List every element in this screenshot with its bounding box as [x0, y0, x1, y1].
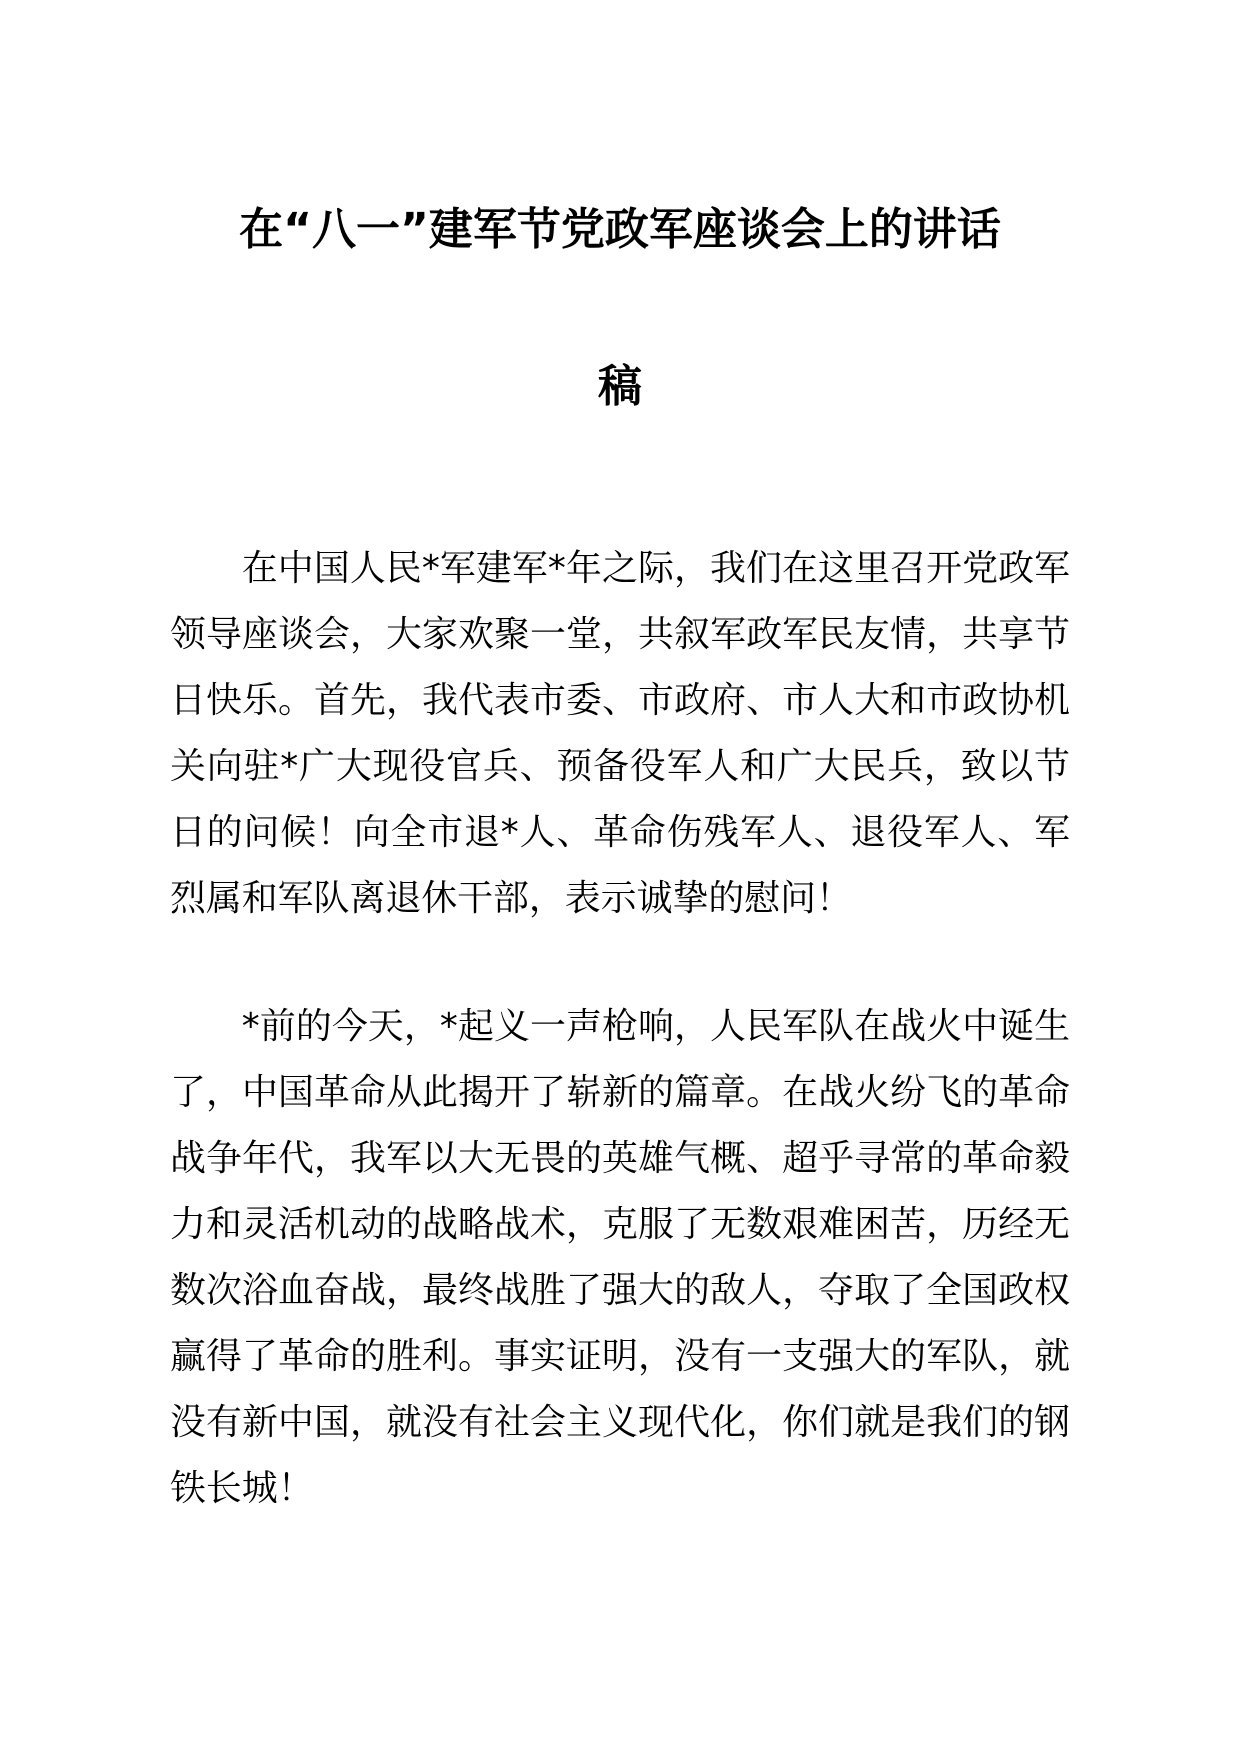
paragraph-history: *前的今天，*起义一声枪响，人民军队在战火中诞生了，中国革命从此揭开了崭新的篇章。在战火纷飞的革命战争年代，我军以大无畏的英雄气概、超乎寻常的革命毅力和灵活机动的战略战术，克服了无数艰难困苦，历经无数次浴血奋战，最终战胜了强大的敌人，夺取了全国政权赢得了革命的胜利。事实证明，没有一支强大的军队，就没有新中国，就没有社会主义现代化，你们就是我们的钢铁长城！ [170, 1006, 1070, 1509]
document-title [170, 151, 1070, 465]
paragraph-greeting: 在中国人民*军建军*年之际，我们在这里召开党政军领导座谈会，大家欢聚一堂，共叙军政军民友情，共享节日快乐。首先，我代表市委、市政府、市人大和市政协机关向驻*广大现役官兵、预备役军人和广大民兵，致以节日的问候！向全市退*人、革命伤残军人、退役军人、军烈属和军队离退休干部，表示诚挚的慰问！ [170, 548, 1070, 919]
document-title-line-1: 在“八一”建军节党政军座谈会上的讲话 [239, 204, 1001, 255]
document-title-line-2: 稿 [598, 361, 642, 412]
document-body [170, 536, 1070, 1522]
